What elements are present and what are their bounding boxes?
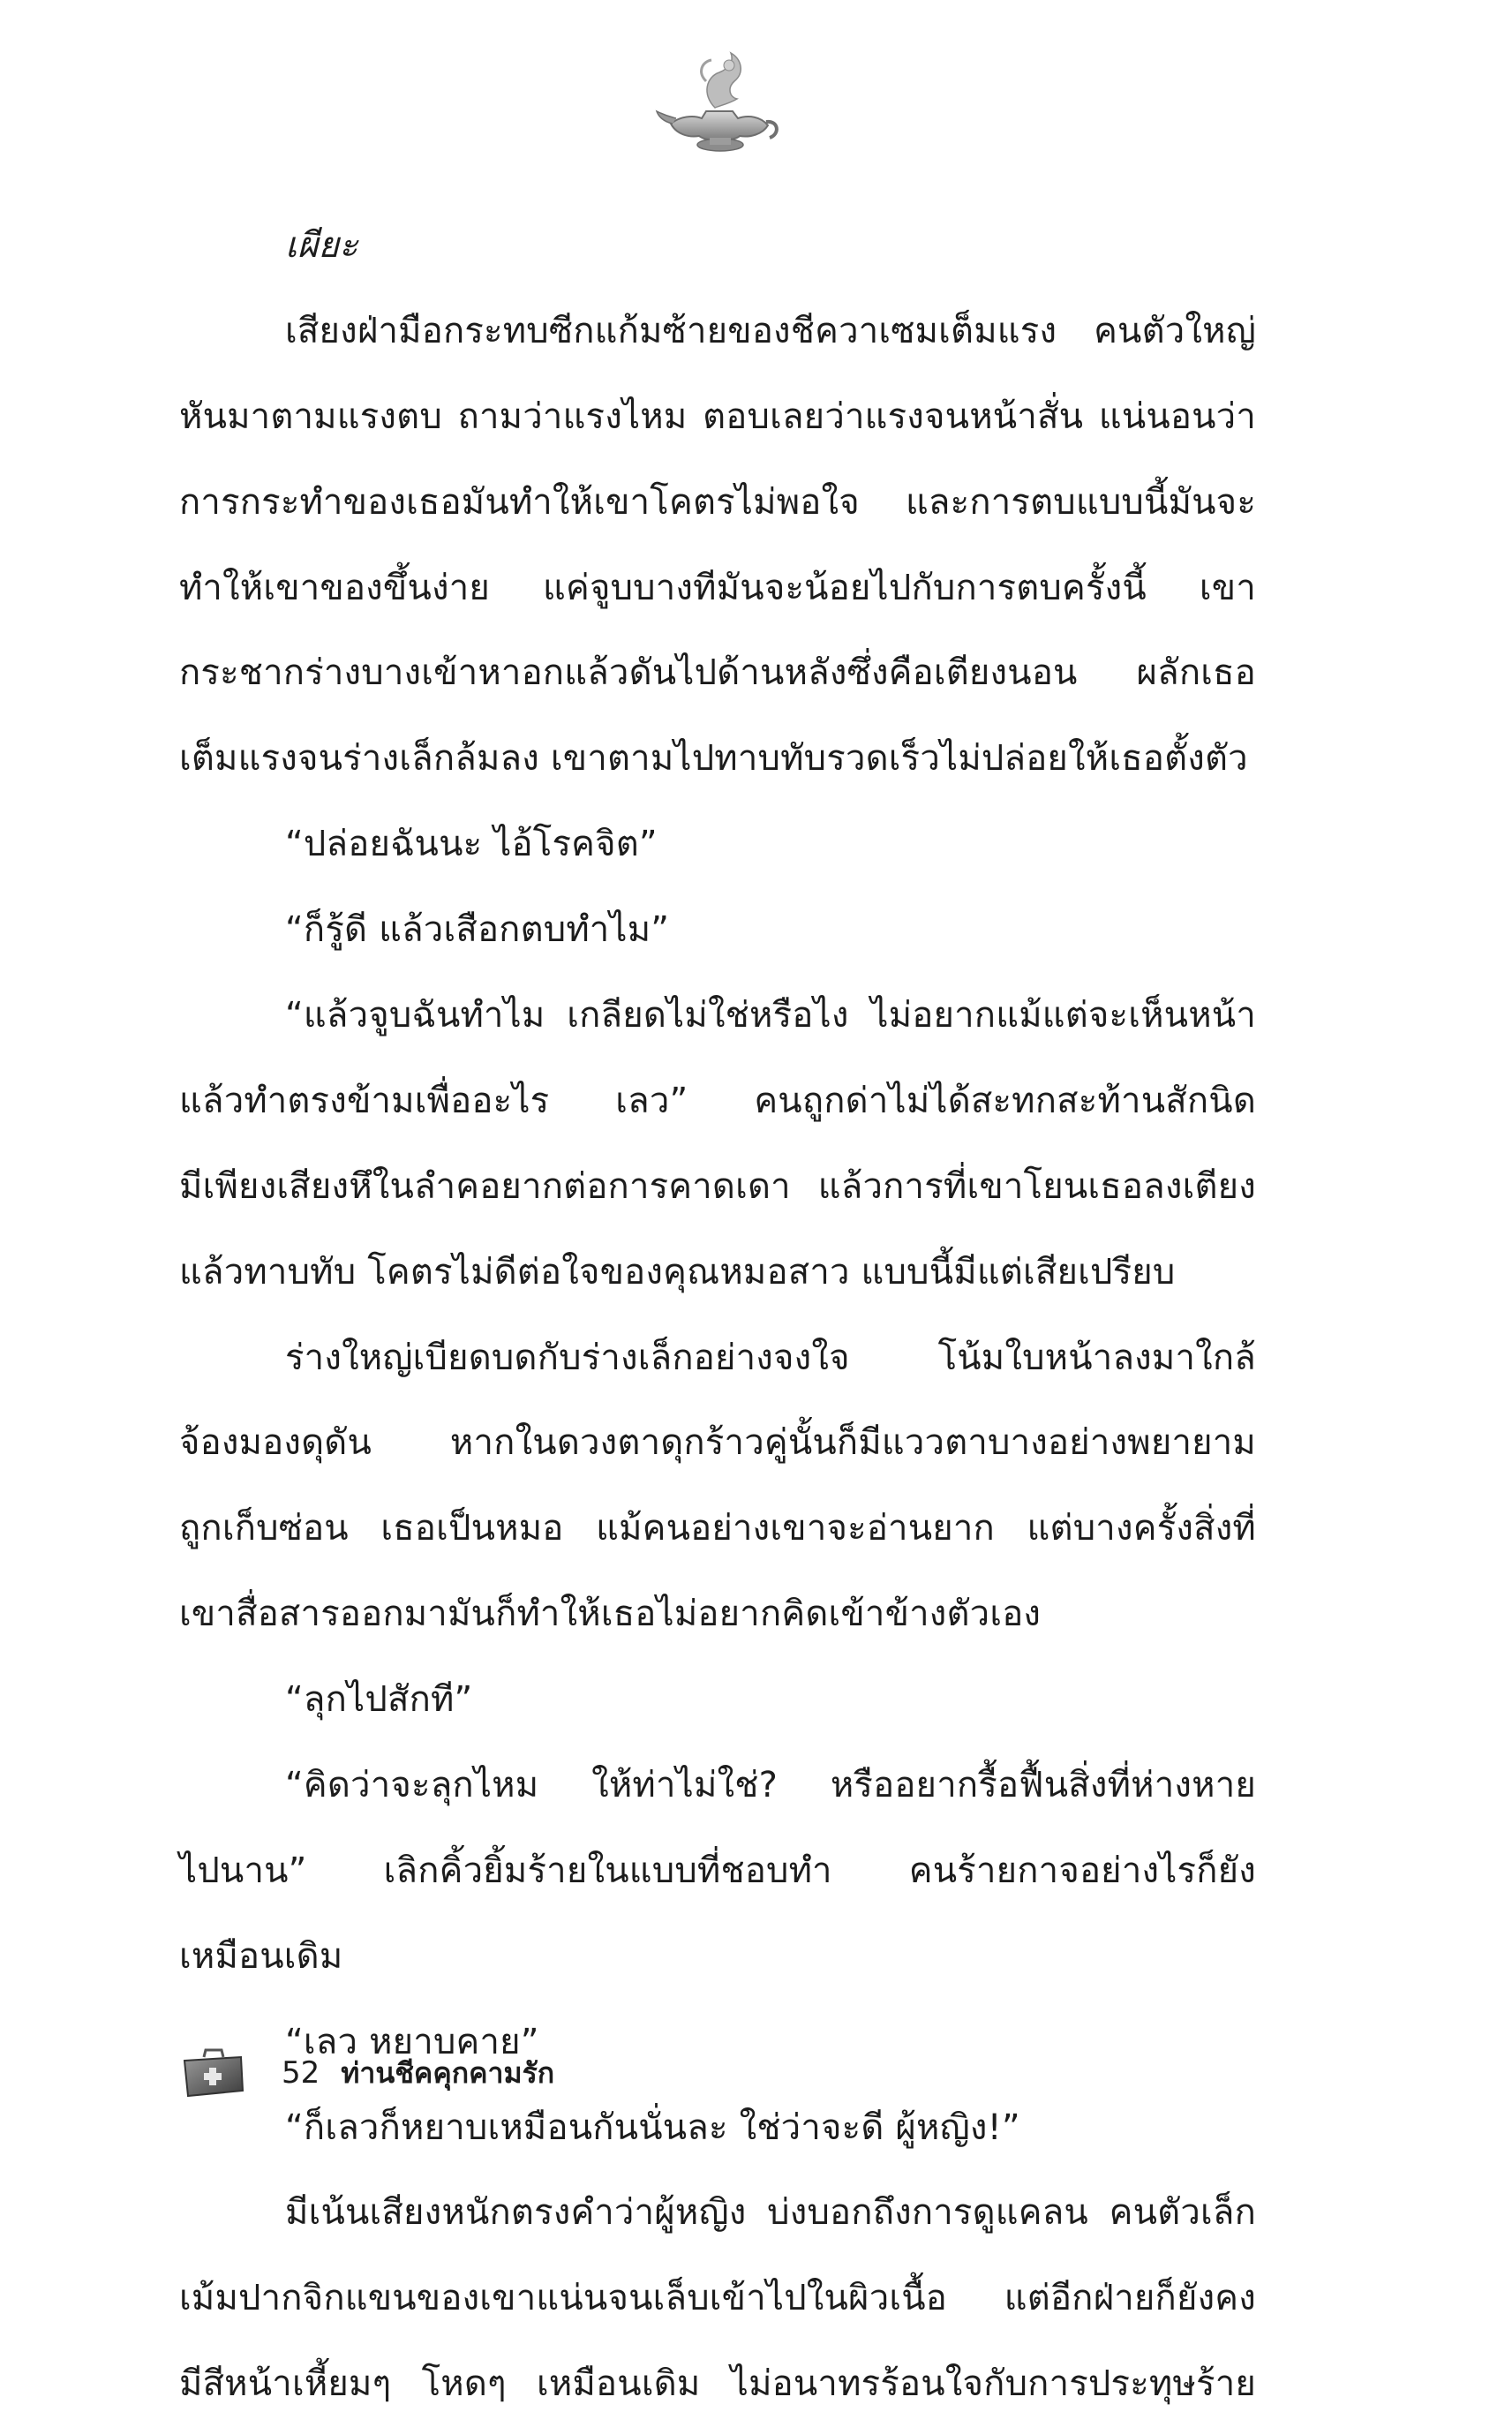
text-line: ทำให้เขาของขึ้นง่าย แค่จูบบางทีมันจะน้อยไปกับการตบครั้งนี้ เขา [179, 567, 1256, 608]
text-line: ถูกเก็บซ่อน เธอเป็นหมอ แม้คนอย่างเขาจะอ่านยาก แต่บางครั้งสิ่งที่ [179, 1508, 1256, 1549]
text-line: หันมาตามแรงตบ ถามว่าแรงไหม ตอบเลยว่าแรงจนหน้าสั่น แน่นอนว่า [179, 396, 1256, 437]
text-line: เผียะ [285, 225, 358, 266]
page-number: 52 [282, 2055, 320, 2091]
text-line: การกระทำของเธอมันทำให้เขาโคตรไม่พอใจ และการตบแบบนี้มันจะ [179, 481, 1256, 523]
text-line: “ก็เลวก็หยาบเหมือนกันนั่นละ ใช่ว่าจะดี ผู้หญิง!” [285, 2107, 1020, 2148]
text-line: กระชากร่างบางเข้าหาอกแล้วดันไปด้านหลังซึ่งคือเตียงนอน ผลักเธอ [179, 652, 1256, 694]
text-line: “เลว หยาบคาย” [285, 2021, 539, 2062]
text-line: มีเพียงเสียงหึในลำคอยากต่อการคาดเดา แล้วการที่เขาโยนเธอลงเตียง [179, 1165, 1256, 1207]
text-line: เม้มปากจิกแขนของเขาแน่นจนเล็บเข้าไปในผิวเนื้อ แต่อีกฝ่ายก็ยังคง [179, 2278, 1256, 2319]
text-line: “แล้วจูบฉันทำไม เกลียดไม่ใช่หรือไง ไม่อยากแม้แต่จะเห็นหน้า [285, 995, 1256, 1036]
text-line: แล้วทำตรงข้ามเพื่ออะไร เลว” คนถูกด่าไม่ได้สะทกสะท้านสักนิด [179, 1080, 1256, 1121]
text-line: ร่างใหญ่เบียดบดกับร่างเล็กอย่างจงใจ โน้มใบหน้าลงมาใกล้ [285, 1337, 1256, 1378]
medical-bag-icon [179, 2045, 246, 2101]
text-line: แล้วทาบทับ โคตรไม่ดีต่อใจของคุณหมอสาว แบบนี้มีแต่เสียเปรียบ [179, 1251, 1176, 1293]
text-line: มีเน้นเสียงหนักตรงคำว่าผู้หญิง บ่งบอกถึงการดูแคลน คนตัวเล็ก [285, 2192, 1256, 2234]
text-line: จ้องมองดุดัน หากในดวงตาดุกร้าวคู่นั้นก็มีแววตาบางอย่างพยายาม [179, 1422, 1256, 1464]
text-line: เหมือนเดิม [179, 1935, 343, 1977]
text-line: เต็มแรงจนร่างเล็กล้มลง เขาตามไปทาบทับรวดเร็วไม่ปล่อยให้เธอตั้งตัว [179, 738, 1248, 780]
text-line: มีสีหน้าเหี้ยมๆ โหดๆ เหมือนเดิม ไม่อนาทรร้อนใจกับการประทุษร้าย [179, 2363, 1256, 2405]
text-line: “ลุกไปสักที” [285, 1679, 473, 1721]
text-line: “ก็รู้ดี แล้วเสือกตบทำไม” [285, 909, 670, 951]
genie-lamp-icon [653, 46, 786, 161]
text-line: เสียงฝ่ามือกระทบซีกแก้มซ้ายของชีควาเซมเต็มแรง คนตัวใหญ่ [285, 310, 1256, 351]
page-footer [179, 2038, 554, 2108]
text-line: เขาสื่อสารออกมามันก็ทำให้เธอไม่อยากคิดเข้าข้างตัวเอง [179, 1594, 1042, 1635]
text-line: ไปนาน” เลิกคิ้วยิ้มร้ายในแบบที่ชอบทำ คนร้ายกาจอย่างไรก็ยัง [179, 1850, 1256, 1891]
text-line: “คิดว่าจะลุกไหม ให้ท่าไม่ใช่? หรืออยากรื้อฟื้นสิ่งที่ห่างหาย [285, 1765, 1256, 1806]
text-line: “ปล่อยฉันนะ ไอ้โรคจิต” [285, 824, 658, 865]
book-title: ท่านชีคคุกคามรัก [341, 2055, 555, 2090]
